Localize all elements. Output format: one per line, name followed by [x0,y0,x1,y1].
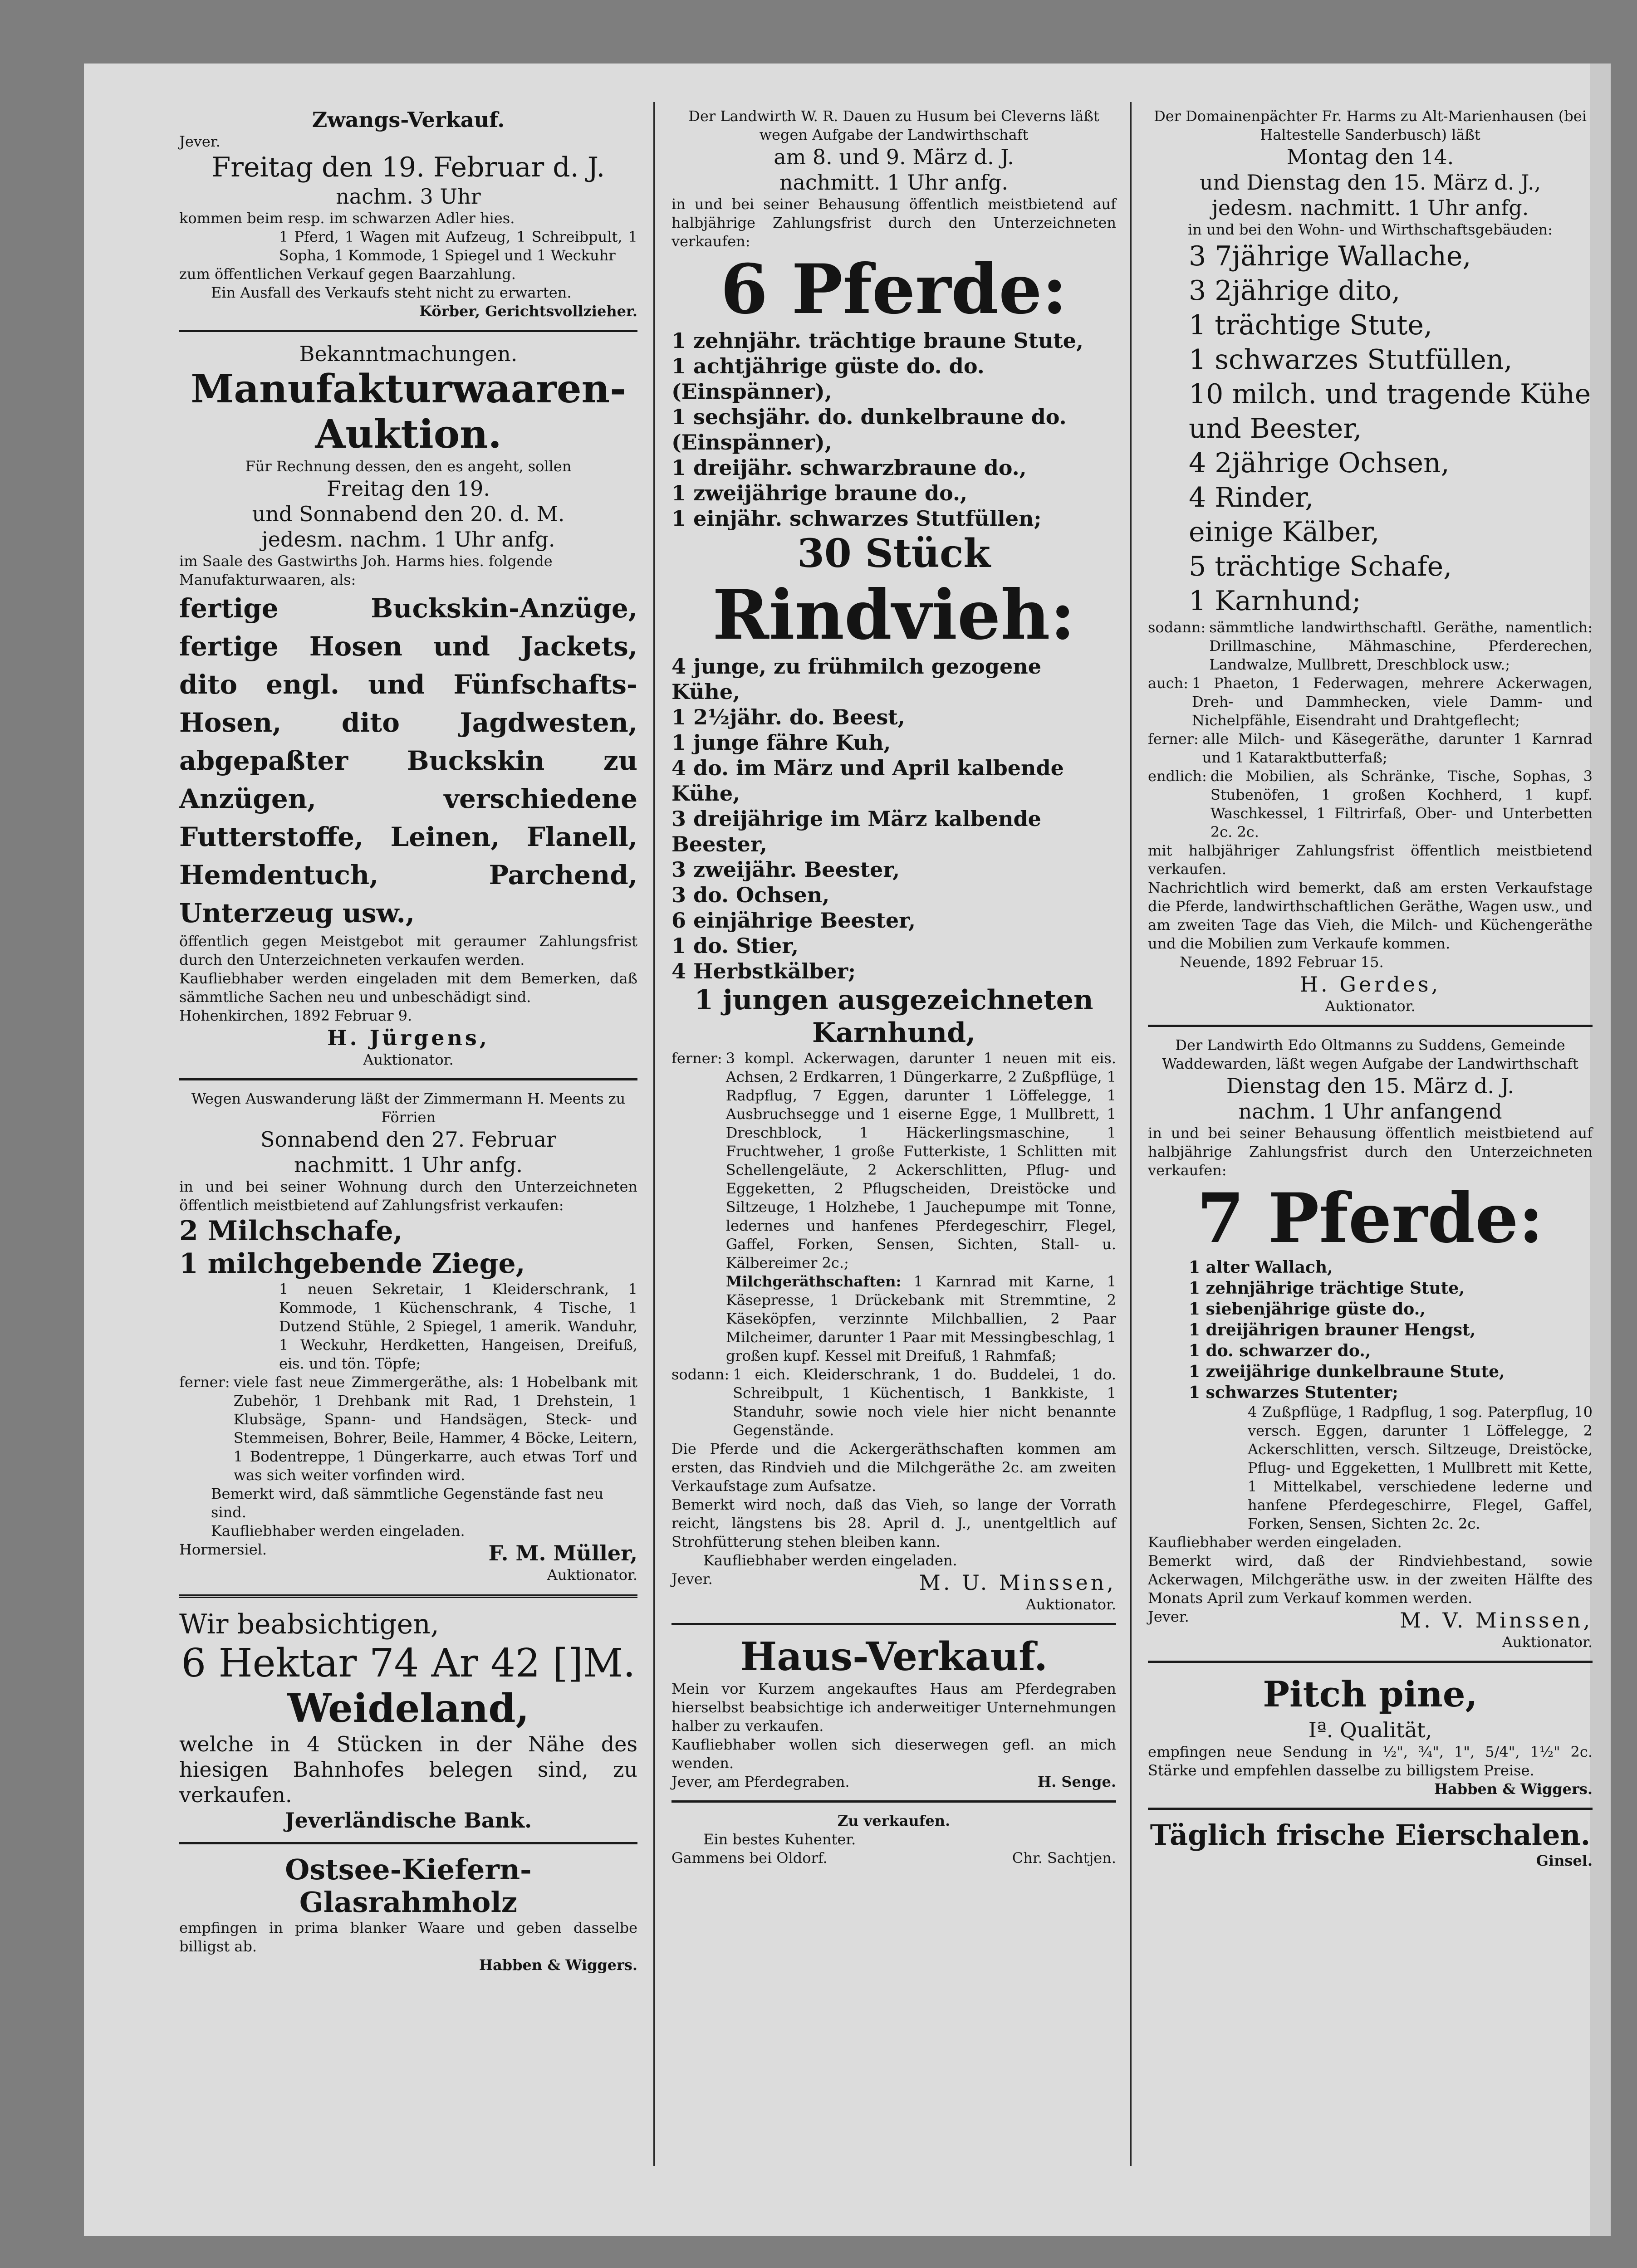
list-item: 6 einjährige Beester, [671,908,916,933]
ad-ferner [1148,730,1593,767]
ad-date: Sonnabend den 27. Februar [260,1127,557,1152]
ad-ferner [671,1049,1116,1272]
divider [179,1594,637,1598]
list-item: 3 dreijährige im März kalbende Beester, [671,807,1041,856]
ad-intro: Der Domainenpächter Fr. Harms zu Alt-Marienhausen (bei Haltestelle Sanderbusch) läßt [1154,108,1587,143]
cattle-list [671,654,1116,984]
ad-invite: Kaufliebhaber werden eingeladen. [1148,1534,1402,1551]
ad-role: Auktionator. [363,1051,454,1068]
ad-kuhenter [671,1809,1116,1870]
ad-invite: Kaufliebhaber werden eingeladen. [703,1552,957,1569]
divider [671,1623,1116,1625]
column-divider-1 [653,102,655,2166]
ad-body: empfingen neue Sendung in ½", ¾", 1", 5/4", 1½" 2c. Stärke und empfehlen dasselbe zu billigstem Preise. [1148,1743,1593,1779]
list-item: 4 do. im März und April kalbende Kühe, [671,756,1064,806]
ad-time: nachm. 1 Uhr anfangend [1238,1099,1502,1124]
ad-body: kommen beim resp. im schwarzen Adler hies. [179,210,515,227]
ad-time: nachm. 3 Uhr [336,184,481,209]
ad-size: 6 Hektar 74 Ar 42 []M. [181,1641,636,1686]
ad-body: Mein vor Kurzem angekauftes Haus am Pferdegraben hierselbst beabsichtige ich anderweitiger Unternehmungen halber zu verkaufen. [671,1680,1116,1735]
ad-manufakturwaaren [179,338,637,1072]
divider [1148,1661,1593,1663]
column-divider-2 [1130,102,1132,2166]
list-item: 1 schwarzes Stutenter; [1189,1383,1398,1402]
ad-signature: M. U. Minssen, [919,1570,1116,1595]
ad-note: Bemerkt wird, daß sämmtliche Gegenstände fast neu sind. [211,1485,604,1521]
ad-signature: Habben & Wiggers. [479,1956,637,1974]
ad-place-sign: Gammens bei Oldorf. [671,1849,828,1867]
ad-zwangsverkauf [179,104,637,323]
list-item: 1 sechsjähr. do. dunkelbraune do. (Einspänner), [671,405,1067,455]
ad-time: nachmitt. 1 Uhr anfg. [294,1153,523,1177]
ad-horses-title: 7 Pferde: [1196,1178,1544,1258]
ad-ferner [179,1373,637,1485]
list-item: 3 7jährige Wallache, [1189,240,1471,272]
divider [179,330,637,332]
horse-list [1148,1257,1593,1403]
ad-title: Manufakturwaaren- [191,366,626,412]
ad-role: Auktionator. [547,1566,637,1584]
list-item: 1 zehnjährige trächtige Stute, [1189,1279,1465,1298]
ad-ferner-text: 3 kompl. Ackerwagen, darunter 1 neuen mit eis. Achsen, 2 Erdkarren, 1 Düngerkarre, 2 Zußpflüge, 1 Radpflug, 7 Eggen, darunter 1 Löffelegge, 1 Ausbruchsegge und 1 eiserne Egge, 1 Mullbrett, 1 Dreschblock, 1 Häckerlingsmaschine, 1 Fruchtweher, 1 große Futterkiste, 1 Schlitten mit Schellengeläute, 2 Ackerschlitten, Pflug- und Eggeketten, 2 Pflugscheiden, Dreistöcke und Siltzeuge, 1 Holzhebe, 1 Jauchepumpe mit Tonne, ledernes und hanfenes Pferdegeschirr, Flegel, Gaffel, Forken, Sensen, Sichten, Stall- u. Kälbereimer 2c.; [725,1050,1116,1271]
horse-list [671,328,1116,531]
ad-oltmanns [1148,1033,1593,1654]
ad-signature: Jeverländische Bank. [284,1808,532,1833]
ad-signature: Chr. Sachtjen. [1012,1849,1116,1867]
ad-note: Bemerkt wird noch, daß das Vieh, so lange der Vorrath reicht, längstens bis 28. April d. J., unentgeltlich auf Strohfütterung stehen bleiben kann. [671,1496,1116,1550]
ad-invite: Kaufliebhaber werden eingeladen. [211,1522,465,1540]
ad-harms [1148,104,1593,1018]
ad-time: nachmitt. 1 Uhr anfg. [779,170,1009,195]
ad-hausverkauf [671,1632,1116,1794]
animal-list [1148,239,1593,618]
ad-auch-text: 1 Phaeton, 1 Federwagen, mehrere Ackerwagen, Dreh- und Dammhecken, viele Damm- und Nichelpfähle, Eisendraht und Drahtgeflecht; [1192,675,1593,729]
ad-intro: Der Landwirth Edo Oltmanns zu Suddens, Gemeinde Waddewarden, läßt wegen Aufgabe der Landwirthschaft [1162,1036,1578,1072]
ad-sodann [671,1365,1116,1440]
signature-row [1148,1608,1593,1633]
list-item: 4 Herbstkälber; [671,959,856,983]
ad-signature: F. M. Müller, [488,1541,637,1565]
ad-weideland [179,1605,637,1836]
divider [1148,1025,1593,1027]
ad-place-sign: Jever, am Pferdegraben. [671,1773,850,1790]
ad-date: und Dienstag den 15. März d. J., [1199,170,1541,195]
list-item: 1 schwarzes Stutfüllen, [1189,344,1513,376]
column-2 [671,104,1116,1870]
ad-meents [179,1087,637,1587]
ad-note: Ein Ausfall des Verkaufs steht nicht zu erwarten. [211,284,572,301]
column-3 [1148,104,1593,1873]
ad-title: Pitch pine, [1263,1674,1478,1715]
list-item: 1 do. Stier, [671,934,799,958]
list-item: 3 zweijähr. Beester, [671,857,900,882]
ad-date: Freitag den 19. Februar d. J. [211,152,605,183]
list-item: 1 dreijährigen brauner Hengst, [1189,1320,1476,1339]
ad-place-sign: Jever. [1148,1608,1189,1625]
ad-ferner-text: viele fast neue Zimmergeräthe, als: 1 Hobelbank mit Zubehör, 1 Drehbank mit Rad, 1 Drehstein, 1 Klubsäge, Spann- und Handsägen, Steck- und Stemmeisen, Bohrer, Beile, Hammer, 4 Böcke, Leitern, 1 Bodentreppe, 1 Düngerkarre, auch etwas Torf und was sich weiter vorfinden wird. [233,1374,637,1484]
ad-items: 1 neuen Sekretair, 1 Kleiderschrank, 1 Kommode, 1 Küchenschrank, 4 Tische, 1 Dutzend Stühle, 2 Spiegel, 1 amerik. Wanduhr, 1 Weckuhr, Herdketten, Hangeisen, Dreifuß, eis. und tön. Töpfe; [279,1281,637,1372]
list-item: 5 trächtige Schafe, [1189,551,1452,582]
list-item: 1 junge fähre Kuh, [671,730,891,755]
list-item: 4 2jährige Ochsen, [1189,447,1450,479]
ad-headline: 1 milchgebende Ziege, [179,1248,525,1280]
ad-milch [671,1272,1116,1365]
ad-signature: Körber, Gerichtsvollzieher. [419,303,637,320]
ad-signature: H. Gerdes, [1299,972,1441,997]
list-item: 1 dreijähr. schwarzbraune do., [671,455,1027,480]
label-ferner: ferner: [1148,730,1199,748]
ad-place-sign: Hormersiel. [179,1541,267,1558]
column-1 [179,104,637,1977]
label-auch: auch: [1148,675,1188,692]
ad-place: in und bei seiner Wohnung durch den Unterzeichneten öffentlich meistbietend auf Zahlungsfrist verkaufen: [179,1178,637,1214]
signature-row [671,1849,1116,1867]
ad-title: Ostsee-Kiefern-Glasrahmholz [285,1853,532,1919]
list-item: 1 zehnjähr. trächtige braune Stute, [671,328,1083,353]
list-item: 1 achtjährige güste do. do. (Einspänner), [671,354,985,404]
ad-date: Freitag den 19. [327,476,490,501]
list-item: 10 milch. und tragende Kühe und Beester, [1189,378,1591,445]
ad-signature: Habben & Wiggers. [1434,1780,1593,1798]
label-milch: Milchgeräthschaften: [726,1273,902,1290]
list-item: 1 zweijährige dunkelbraune Stute, [1189,1362,1505,1381]
ad-sodann-text: sämmtliche landwirthschaftl. Geräthe, namentlich: Drillmaschine, Mähmaschine, Pferderechen, Landwalze, Mullbrett, Dreschblock usw.; [1209,619,1593,673]
ad-eierschalen [1148,1816,1593,1873]
ad-date: und Sonnabend den 20. d. M. [252,502,565,526]
ad-role: Auktionator. [1502,1633,1593,1651]
ad-signature: M. V. Minssen, [1400,1608,1593,1633]
ad-title: Zwangs-Verkauf. [312,108,505,132]
ad-place: in und bei seiner Behausung öffentlich meistbietend auf halbjährige Zahlungsfrist durch den Unterzeichneten verkaufen: [1148,1124,1593,1179]
ad-horses-title: 6 Pferde: [720,249,1068,329]
ad-quality: Iª. Qualität, [1308,1718,1432,1742]
ad-time: jedesm. nachm. 1 Uhr anfg. [261,527,555,552]
ad-intro: Wir beabsichtigen, [179,1608,439,1640]
ad-terms: zum öffentlichen Verkauf gegen Baarzahlung. [179,265,516,283]
ad-date: am 8. und 9. März d. J. [774,145,1014,169]
label-ferner: ferner: [671,1050,722,1067]
ad-endlich [1148,767,1593,841]
ad-place-sign: Jever. [671,1570,713,1588]
ad-place: in und bei den Wohn- und Wirthschaftsgebäuden: [1188,221,1553,238]
list-item: 1 zweijährige braune do., [671,481,967,505]
ad-invite: Kaufliebhaber wollen sich dieserwegen gefl. an mich wenden. [671,1736,1116,1772]
label-sodann: sodann: [1148,619,1206,636]
ad-role: Auktionator. [1025,1596,1116,1613]
ad-dog: 1 jungen ausgezeichneten Karnhund, [694,984,1093,1049]
ad-date: Dienstag den 15. März d. J. [1226,1074,1514,1098]
ad-count: 30 Stück [797,531,990,577]
ad-note: Bemerkt wird, daß der Rindviehbestand, sowie Ackerwagen, Milchgeräthe usw. in der zweiten Hälfte des Monats April zum Verkauf kommen werden. [1148,1552,1593,1607]
divider [671,1800,1116,1803]
list-item: 4 junge, zu frühmilch gezogene Kühe, [671,654,1041,704]
ad-intro: Für Rechnung dessen, den es angeht, sollen [245,458,572,475]
list-item: 1 do. schwarzer do., [1189,1341,1371,1360]
list-item: 1 alter Wallach, [1189,1258,1333,1277]
ad-body: Ein bestes Kuhenter. [703,1831,856,1848]
divider [1148,1808,1593,1810]
ad-title: Auktion. [315,411,502,457]
ad-place: Jever. [179,133,221,150]
ad-title: Haus-Verkauf. [740,1634,1048,1680]
page-edge [1590,64,1611,2236]
list-item: 1 einjähr. schwarzes Stutfüllen; [671,506,1042,531]
ad-time: jedesm. nachmitt. 1 Uhr anfg. [1211,196,1529,220]
list-item: 3 2jährige dito, [1189,275,1401,307]
ad-dauen [671,104,1116,1617]
ad-date: Montag den 14. [1286,145,1454,169]
list-item: einige Kälber, [1189,516,1380,548]
ad-sodann [1148,618,1593,674]
ad-terms: öffentlich gegen Meistgebot mit geraumer Zahlungsfrist durch den Unterzeichneten verkaufen werden. [179,933,637,968]
ad-signature: H. Senge. [1037,1773,1116,1790]
list-item: 3 do. Ochsen, [671,883,830,907]
ad-signature: H. Jürgens, [327,1026,490,1050]
ad-title: Täglich frische Eierschalen. [1150,1818,1591,1852]
ad-body: empfingen in prima blanker Waare und geben dasselbe billigst ab. [179,1919,637,1955]
ad-intro: Der Landwirth W. R. Dauen zu Husum bei Cleverns läßt wegen Aufgabe der Landwirthschaft [688,108,1099,143]
list-item: 4 Rinder, [1189,482,1314,513]
ad-goods: fertige Buckskin-Anzüge, fertige Hosen und Jackets, dito engl. und Fünfschafts-Hosen, dito Jagdwesten, abgepaßter Buckskin zu Anzügen, verschiedene Futterstoffe, Leinen, Flanell, Hemdentuch, Parchend, Unterzeug usw., [179,593,637,929]
ad-auch [1148,674,1593,730]
ad-intro: Wegen Auswanderung läßt der Zimmermann H. Meents zu Förrien [191,1090,626,1126]
divider [179,1842,637,1844]
label-ferner: ferner: [179,1374,230,1391]
ad-milch-text: 1 Karnrad mit Karne, 1 Käsepresse, 1 Drückebank mit Stremmtine, 2 Käseköpfen, verzinnte Milchballien, 2 Paar Milcheimer, darunter 1 Paar mit Messingbeschlag, 1 großen kupf. Kessel mit Dreifuß, 1 Rahmfaß; [726,1273,1117,1364]
ad-place: in und bei seiner Behausung öffentlich meistbietend auf halbjährige Zahlungsfrist durch den Unterzeichneten verkaufen: [671,196,1116,250]
label-endlich: endlich: [1148,767,1207,785]
list-item: 1 2½jähr. do. Beest, [671,705,905,729]
ad-title: Zu verkaufen. [837,1812,951,1829]
ad-dateline: Neuende, 1892 Februar 15. [1180,953,1384,971]
ad-note: Kaufliebhaber werden eingeladen mit dem Bemerken, daß sämmtliche Sachen neu und unbeschädigt sind. [179,970,637,1006]
ad-ferner-text: alle Milch- und Käsegeräthe, darunter 1 Karnrad und 1 Kataraktbutterfaß; [1202,730,1593,766]
ad-cattle-title: Rindvieh: [712,575,1075,655]
ad-terms: mit halbjähriger Zahlungsfrist öffentlich meistbietend verkaufen. [1148,842,1593,878]
ad-items: 4 Zußpflüge, 1 Radpflug, 1 sog. Paterpflug, 10 versch. Eggen, darunter 1 Löffelegge, 2 Ackerschlitten, versch. Siltzeuge, Dreistöcke, Pflug- und Eggeketten, 1 Mullbrett mit Kette, 1 Mittelkabel, verschiedene lederne und hanfene Pferdegeschirre, Flegel, Gaffel, Forken, Sensen, Sichten 2c. 2c. [1248,1403,1593,1532]
list-item: 1 trächtige Stute, [1189,309,1432,341]
ad-items: 1 Pferd, 1 Wagen mit Aufzeug, 1 Schreibpult, 1 Sopha, 1 Kommode, 1 Spiegel und 1 Weckuhr [279,228,637,264]
ad-note: Nachrichtlich wird bemerkt, daß am ersten Verkaufstage die Pferde, landwirthschaftlichen Geräthe, Wagen usw., und am zweiten Tage das Vieh, die Milch- und Küchengeräthe und die Mobilien zum Verkaufe kommen. [1148,879,1593,952]
ad-role: Auktionator. [1325,997,1416,1015]
signature-row [179,1540,637,1566]
ad-note: Die Pferde und die Ackergeräthschaften kommen am ersten, das Rindvieh und die Milchgeräthe 2c. am zweiten Verkaufstage zum Aufsatze. [671,1440,1116,1495]
signature-row [671,1570,1116,1595]
ad-ostsee [179,1851,637,1977]
ad-pitch-pine [1148,1669,1593,1801]
ad-sodann-text: 1 eich. Kleiderschrank, 1 do. Buddelei, 1 do. Schreibpult, 1 Küchentisch, 1 Bankkiste, 1 Standuhr, sowie noch viele hier nicht benannte Gegenstände. [733,1366,1116,1439]
ad-place: im Saale des Gastwirths Joh. Harms hies. folgende Manufakturwaaren, als: [179,552,553,588]
signature-row [671,1773,1116,1791]
ad-signature: Ginsel. [1536,1852,1593,1869]
ad-dateline: Hohenkirchen, 1892 Februar 9. [179,1007,412,1024]
list-item: 1 siebenjährige güste do., [1189,1300,1426,1319]
ad-title: Weideland, [287,1686,529,1731]
section-heading: Bekanntmachungen. [299,342,518,366]
ad-endlich-text: die Mobilien, als Schränke, Tische, Sophas, 3 Stubenöfen, 1 großen Kochherd, 1 kupf. Waschkessel, 1 Filtrirfaß, Ober- und Unterbetten 2c. 2c. [1210,767,1593,841]
divider [179,1078,637,1080]
ad-body: welche in 4 Stücken in der Nähe des hiesigen Bahnhofes belegen sind, zu verkaufen. [179,1732,637,1807]
ad-headline: 2 Milchschafe, [179,1215,403,1247]
list-item: 1 Karnhund; [1189,585,1361,617]
label-sodann: sodann: [671,1366,730,1383]
